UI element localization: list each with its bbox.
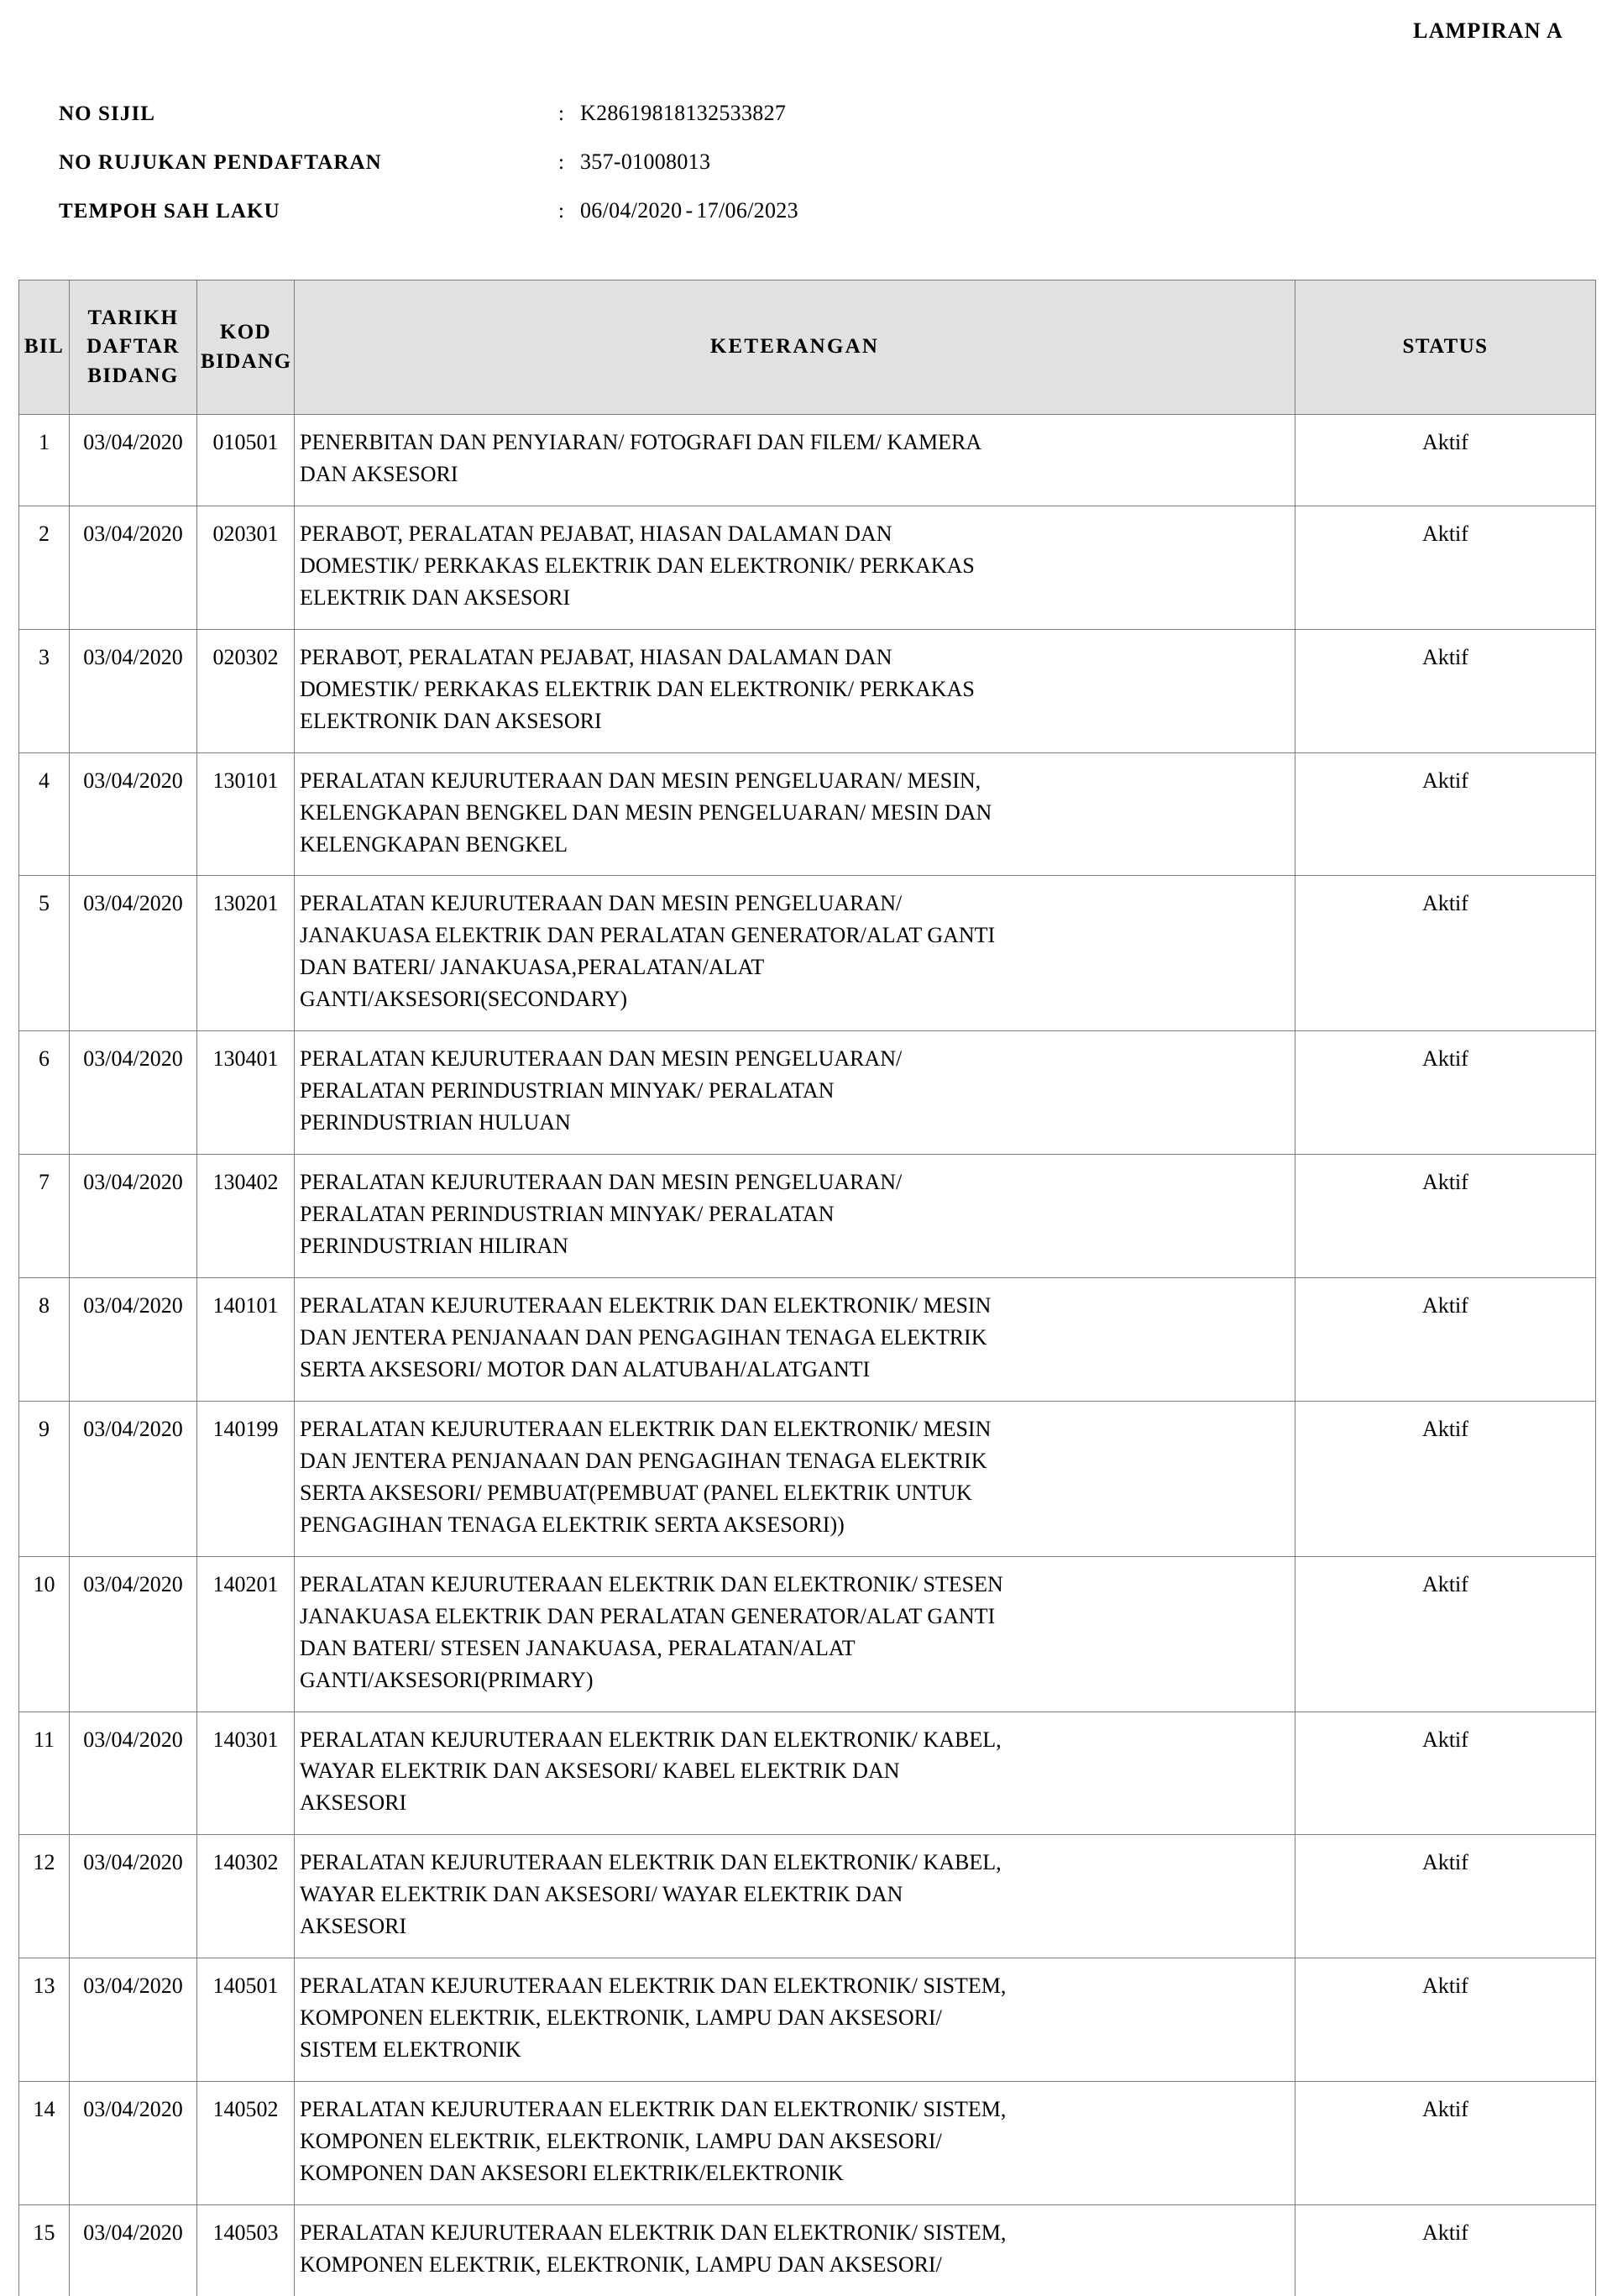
meta-row-tempoh-sah-laku [59, 198, 1234, 227]
cell-bil: 3 [19, 629, 70, 752]
column-header-tarikh-line3: BIDANG [87, 364, 179, 387]
no-rujukan-pendaftaran-separator: : [558, 151, 564, 174]
bidang-registration-table [18, 280, 1596, 2296]
status-badge: Aktif [1295, 1278, 1596, 1402]
cell-tarikh-daftar: 03/04/2020 [70, 2082, 197, 2205]
status-badge: Aktif [1295, 1155, 1596, 1278]
cell-kod-bidang: 130201 [197, 876, 295, 1031]
table-row [19, 629, 1596, 752]
keterangan-line: PERALATAN KEJURUTERAAN DAN MESIN PENGELUARAN/ [300, 1046, 903, 1072]
meta-row-no-sijil [59, 101, 1234, 129]
keterangan-line: PENGAGIHAN TENAGA ELEKTRIK SERTA AKSESORI)) [300, 1512, 845, 1537]
keterangan-line: PERALATAN KEJURUTERAAN ELEKTRIK DAN ELEKTRONIK/ KABEL, [300, 1727, 1002, 1752]
cell-keterangan [295, 506, 1295, 629]
table-row [19, 876, 1596, 1031]
table-row [19, 1958, 1596, 2082]
no-sijil-value: K28619818132533827 [580, 101, 787, 125]
cell-bil: 4 [19, 752, 70, 876]
cell-bil: 5 [19, 876, 70, 1031]
status-badge: Aktif [1295, 2082, 1596, 2205]
keterangan-line: DAN BATERI/ JANAKUASA,PERALATAN/ALAT [300, 955, 765, 980]
column-header-tarikh-line2: DAFTAR [86, 335, 180, 359]
status-badge: Aktif [1295, 1958, 1596, 2082]
table-row [19, 1835, 1596, 1958]
cell-keterangan [295, 1556, 1295, 1712]
cell-bil: 14 [19, 2082, 70, 2205]
keterangan-line: PERALATAN KEJURUTERAAN ELEKTRIK DAN ELEKTRONIK/ KABEL, [300, 1850, 1002, 1875]
keterangan-line: PERALATAN KEJURUTERAAN ELEKTRIK DAN ELEKTRONIK/ SISTEM, [300, 1974, 1007, 1999]
cell-kod-bidang: 130401 [197, 1031, 295, 1155]
table-row [19, 1278, 1596, 1402]
cell-tarikh-daftar: 03/04/2020 [70, 1835, 197, 1958]
keterangan-line: PENERBITAN DAN PENYIARAN/ FOTOGRAFI DAN FILEM/ KAMERA [300, 430, 982, 454]
keterangan-line: ELEKTRONIK DAN AKSESORI [300, 708, 602, 733]
cell-tarikh-daftar: 03/04/2020 [70, 1712, 197, 1835]
cell-kod-bidang: 140302 [197, 1835, 295, 1958]
cell-bil: 1 [19, 415, 70, 506]
cell-tarikh-daftar: 03/04/2020 [70, 2204, 197, 2295]
table-row [19, 1556, 1596, 1712]
table-row [19, 1401, 1596, 1556]
cell-keterangan [295, 1278, 1295, 1402]
cell-tarikh-daftar: 03/04/2020 [70, 1278, 197, 1402]
cell-bil: 8 [19, 1278, 70, 1402]
keterangan-line: DAN AKSESORI [300, 461, 458, 486]
keterangan-line: AKSESORI [300, 1914, 407, 1939]
keterangan-line: PERINDUSTRIAN HILIRAN [300, 1234, 568, 1259]
column-header-kod-bidang [197, 280, 295, 415]
keterangan-line: PERALATAN KEJURUTERAAN ELEKTRIK DAN ELEKTRONIK/ STESEN [300, 1571, 1003, 1596]
keterangan-line: PERABOT, PERALATAN PEJABAT, HIASAN DALAMAN DAN [300, 644, 892, 669]
cell-bil: 9 [19, 1401, 70, 1556]
column-header-kod-line1: KOD [219, 321, 272, 343]
status-badge: Aktif [1295, 1031, 1596, 1155]
table-row [19, 1712, 1596, 1835]
keterangan-line: DOMESTIK/ PERKAKAS ELEKTRIK DAN ELEKTRONIK/ PERKAKAS [300, 553, 975, 578]
cell-kod-bidang: 140199 [197, 1401, 295, 1556]
cell-bil: 15 [19, 2204, 70, 2295]
keterangan-line: PERALATAN KEJURUTERAAN ELEKTRIK DAN ELEKTRONIK/ SISTEM, [300, 2220, 1007, 2245]
column-header-tarikh-line1: TARIKH [87, 306, 179, 329]
cell-kod-bidang: 140502 [197, 2082, 295, 2205]
table-body [19, 415, 1596, 2296]
cell-bil: 7 [19, 1155, 70, 1278]
keterangan-line: AKSESORI [300, 1790, 407, 1816]
cell-kod-bidang: 140501 [197, 1958, 295, 2082]
cell-tarikh-daftar: 03/04/2020 [70, 629, 197, 752]
cell-bil: 10 [19, 1556, 70, 1712]
cell-kod-bidang: 140503 [197, 2204, 295, 2295]
cell-keterangan [295, 1835, 1295, 1958]
cell-tarikh-daftar: 03/04/2020 [70, 415, 197, 506]
cell-kod-bidang: 130101 [197, 752, 295, 876]
table-row [19, 415, 1596, 506]
keterangan-line: GANTI/AKSESORI(SECONDARY) [300, 987, 628, 1012]
cell-tarikh-daftar: 03/04/2020 [70, 752, 197, 876]
cell-tarikh-daftar: 03/04/2020 [70, 1958, 197, 2082]
cell-bil: 2 [19, 506, 70, 629]
cell-keterangan [295, 2204, 1295, 2295]
status-badge: Aktif [1295, 506, 1596, 629]
keterangan-line: DAN JENTERA PENJANAAN DAN PENGAGIHAN TENAGA ELEKTRIK [300, 1448, 987, 1473]
cell-bil: 13 [19, 1958, 70, 2082]
cell-tarikh-daftar: 03/04/2020 [70, 1401, 197, 1556]
keterangan-line: KOMPONEN DAN AKSESORI ELEKTRIK/ELEKTRONIK [300, 2160, 844, 2185]
column-header-keterangan: KETERANGAN [295, 280, 1295, 415]
table-row [19, 1155, 1596, 1278]
keterangan-line: PERALATAN KEJURUTERAAN ELEKTRIK DAN ELEKTRONIK/ SISTEM, [300, 2097, 1007, 2122]
cell-keterangan [295, 752, 1295, 876]
cell-tarikh-daftar: 03/04/2020 [70, 1031, 197, 1155]
cell-keterangan [295, 1958, 1295, 2082]
table-row [19, 506, 1596, 629]
keterangan-line: WAYAR ELEKTRIK DAN AKSESORI/ KABEL ELEKTRIK DAN [300, 1759, 900, 1784]
cell-kod-bidang: 020301 [197, 506, 295, 629]
column-header-status: STATUS [1295, 280, 1596, 415]
cell-tarikh-daftar: 03/04/2020 [70, 1155, 197, 1278]
validity-range-dash: - [685, 198, 693, 223]
validity-start-date: 06/04/2020 [580, 198, 683, 223]
status-badge: Aktif [1295, 752, 1596, 876]
status-badge: Aktif [1295, 629, 1596, 752]
keterangan-line: PERALATAN PERINDUSTRIAN MINYAK/ PERALATAN [300, 1078, 835, 1103]
keterangan-line: GANTI/AKSESORI(PRIMARY) [300, 1667, 594, 1692]
keterangan-line: PERALATAN KEJURUTERAAN DAN MESIN PENGELUARAN/ [300, 1170, 903, 1195]
no-rujukan-pendaftaran-value: 357-01008013 [580, 149, 711, 174]
keterangan-line: JANAKUASA ELEKTRIK DAN PERALATAN GENERATOR/ALAT GANTI [300, 923, 996, 948]
table-header-row [19, 280, 1596, 415]
keterangan-line: PERABOT, PERALATAN PEJABAT, HIASAN DALAMAN DAN [300, 521, 892, 546]
keterangan-line: KOMPONEN ELEKTRIK, ELEKTRONIK, LAMPU DAN AKSESORI/ [300, 2129, 942, 2154]
cell-keterangan [295, 629, 1295, 752]
keterangan-line: JANAKUASA ELEKTRIK DAN PERALATAN GENERATOR/ALAT GANTI [300, 1603, 996, 1628]
cell-tarikh-daftar: 03/04/2020 [70, 876, 197, 1031]
keterangan-line: DAN JENTERA PENJANAAN DAN PENGAGIHAN TENAGA ELEKTRIK [300, 1324, 987, 1350]
keterangan-line: WAYAR ELEKTRIK DAN AKSESORI/ WAYAR ELEKTRIK DAN [300, 1882, 903, 1907]
keterangan-line: DOMESTIK/ PERKAKAS ELEKTRIK DAN ELEKTRONIK/ PERKAKAS [300, 676, 975, 701]
keterangan-line: PERALATAN KEJURUTERAAN DAN MESIN PENGELUARAN/ [300, 891, 903, 916]
cell-bil: 12 [19, 1835, 70, 1958]
keterangan-line: PERALATAN KEJURUTERAAN DAN MESIN PENGELUARAN/ MESIN, [300, 768, 981, 793]
cell-bil: 11 [19, 1712, 70, 1835]
keterangan-line: SERTA AKSESORI/ PEMBUAT(PEMBUAT (PANEL ELEKTRIK UNTUK [300, 1480, 972, 1505]
cell-bil: 6 [19, 1031, 70, 1155]
keterangan-line: KELENGKAPAN BENGKEL [300, 831, 568, 857]
keterangan-line: PERINDUSTRIAN HULUAN [300, 1110, 571, 1135]
cell-tarikh-daftar: 03/04/2020 [70, 1556, 197, 1712]
status-badge: Aktif [1295, 1556, 1596, 1712]
status-badge: Aktif [1295, 1401, 1596, 1556]
status-badge: Aktif [1295, 2204, 1596, 2295]
keterangan-line: KOMPONEN ELEKTRIK, ELEKTRONIK, LAMPU DAN AKSESORI/ [300, 2251, 942, 2277]
no-sijil-label: NO SIJIL [59, 102, 156, 125]
cell-keterangan [295, 1031, 1295, 1155]
meta-row-no-rujukan-pendaftaran [59, 149, 1234, 178]
cell-kod-bidang: 010501 [197, 415, 295, 506]
cell-tarikh-daftar: 03/04/2020 [70, 506, 197, 629]
cell-kod-bidang: 020302 [197, 629, 295, 752]
table-row [19, 752, 1596, 876]
cell-kod-bidang: 140101 [197, 1278, 295, 1402]
keterangan-line: KELENGKAPAN BENGKEL DAN MESIN PENGELUARAN/ MESIN DAN [300, 799, 992, 825]
keterangan-line: PERALATAN KEJURUTERAAN ELEKTRIK DAN ELEKTRONIK/ MESIN [300, 1293, 992, 1318]
keterangan-line: ELEKTRIK DAN AKSESORI [300, 584, 571, 610]
certificate-meta-block [59, 101, 1234, 247]
keterangan-line: SISTEM ELEKTRONIK [300, 2037, 521, 2063]
status-badge: Aktif [1295, 1835, 1596, 1958]
tempoh-sah-laku-separator: : [558, 200, 564, 223]
keterangan-line: DAN BATERI/ STESEN JANAKUASA, PERALATAN/ALAT [300, 1635, 856, 1660]
cell-kod-bidang: 140201 [197, 1556, 295, 1712]
cell-keterangan [295, 2082, 1295, 2205]
column-header-kod-line2: BIDANG [201, 349, 292, 373]
status-badge: Aktif [1295, 876, 1596, 1031]
appendix-label: LAMPIRAN A [1413, 18, 1563, 43]
status-badge: Aktif [1295, 1712, 1596, 1835]
tempoh-sah-laku-label: TEMPOH SAH LAKU [59, 200, 280, 223]
table-row [19, 2082, 1596, 2205]
status-badge: Aktif [1295, 415, 1596, 506]
cell-keterangan [295, 876, 1295, 1031]
column-header-bil: BIL [19, 280, 70, 415]
tempoh-sah-laku-value [580, 198, 798, 223]
validity-end-date: 17/06/2023 [696, 198, 798, 223]
no-rujukan-pendaftaran-label: NO RUJUKAN PENDAFTARAN [59, 151, 382, 174]
keterangan-line: PERALATAN KEJURUTERAAN ELEKTRIK DAN ELEKTRONIK/ MESIN [300, 1416, 992, 1441]
column-header-tarikh-daftar-bidang [70, 280, 197, 415]
cell-keterangan [295, 415, 1295, 506]
keterangan-line: KOMPONEN ELEKTRIK, ELEKTRONIK, LAMPU DAN AKSESORI/ [300, 2005, 942, 2031]
cell-kod-bidang: 130402 [197, 1155, 295, 1278]
no-sijil-separator: : [558, 102, 564, 125]
cell-keterangan [295, 1401, 1295, 1556]
cell-keterangan [295, 1155, 1295, 1278]
keterangan-line: SERTA AKSESORI/ MOTOR DAN ALATUBAH/ALATGANTI [300, 1356, 871, 1381]
keterangan-line: PERALATAN PERINDUSTRIAN MINYAK/ PERALATAN [300, 1202, 835, 1227]
cell-keterangan [295, 1712, 1295, 1835]
cell-kod-bidang: 140301 [197, 1712, 295, 1835]
table-row [19, 2204, 1596, 2295]
table-row [19, 1031, 1596, 1155]
